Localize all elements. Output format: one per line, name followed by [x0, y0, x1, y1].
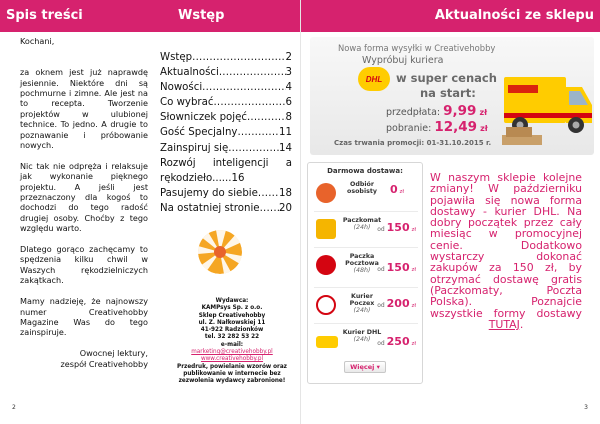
letter-paragraph: Nic tak nie odpręża i relaksuje jak wykonanie pięknego projektu. A jeśli jest przeznaczony dla kogoś to dochodzi do tego radość drugiej osoby. Choćby z tego względu warto.: [20, 160, 148, 234]
prepaid-price: 9,99: [443, 103, 477, 119]
banner-line3: w super cenach: [396, 71, 497, 85]
dhl-icon: [316, 336, 338, 348]
publisher-line: 41-922 Radzionków: [200, 327, 264, 334]
toc-item[interactable]: Słowniczek pojęć ..... 8: [160, 110, 292, 125]
publisher-website-link[interactable]: www.creativehobby.pl: [200, 356, 264, 363]
more-shipping-button[interactable]: Więcej ▾: [344, 361, 386, 373]
creativehobby-logo-icon: [196, 228, 244, 276]
shop-pin-icon: [316, 183, 336, 203]
shipping-option-dhl[interactable]: Kurier DHL (24h) od 250 zł: [314, 327, 418, 357]
poczta-polska-icon: [316, 255, 336, 275]
shipping-option-poczta[interactable]: Paczka Pocztowa (48h) od 150 zł: [314, 251, 418, 281]
page-number-left: 2: [12, 404, 16, 411]
dhl-van-icon: [500, 63, 594, 147]
table-of-contents: [160, 50, 292, 216]
dhl-logo-icon: DHL: [358, 67, 390, 91]
shipping-option-paczkomat[interactable]: Paczkomat (24h) od 150 zł: [314, 215, 418, 245]
cod-price: 12,49: [434, 119, 478, 135]
shipping-option-poczex[interactable]: Kurier Poczex (24h) od 200 zł: [314, 291, 418, 321]
header-aktualnosci: Aktualności ze sklepu: [434, 8, 594, 23]
news-text: W naszym sklepie kolejne zmiany! W październiku pojawiła się nowa forma dostawy - kurier DHL. Na dobry początek przez cały miesiąc w promocyjnej cenie. Dodatkowo wystarczy dokonać zakupów za 150 zł, by otrzymać dostawę gratis (Paczkomaty, Poczta Polska). Poznajcie wszystkie formy dostawy TUTAJ.: [430, 171, 582, 331]
banner-line4: na start:: [420, 86, 476, 100]
shipping-title: Darmowa dostawa:: [327, 167, 403, 175]
letter-greeting: Kochani,: [20, 36, 55, 46]
promo-dates: Czas trwania promocji: 01-31.10.2015 r.: [334, 139, 492, 147]
publisher-email-link[interactable]: marketing@creativehobby.pl: [191, 349, 273, 356]
publisher-line: ul. Z. Nałkowskiej 11: [198, 319, 266, 326]
header-spis-tresci: Spis treści: [6, 8, 83, 23]
toc-item[interactable]: Aktualności ..... 3: [160, 65, 292, 80]
letter-signature: zespół Creativehobby: [60, 358, 148, 369]
toc-item[interactable]: Zainspiruj się ..... 14: [160, 141, 292, 156]
cod-price-row: pobranie: 12,49 zł: [386, 119, 488, 135]
toc-item[interactable]: Pasujemy do siebie ..... 18: [160, 186, 292, 201]
letter-paragraph: Mamy nadzieję, że najnowszy numer Creativehobby Magazine Was do tego zainspiruje.: [20, 296, 148, 338]
banner-line2: Wypróbuj kuriera: [362, 55, 444, 66]
intro-letter: [20, 36, 148, 379]
page-divider: [300, 0, 301, 424]
publisher-info: [168, 298, 296, 386]
letter-closing: Owocnej lektury,: [79, 348, 148, 359]
letter-paragraph: Dlatego gorąco zachęcamy to spędzenia kilku chwil w Waszych rękodzielniczych zakątkach.: [20, 244, 148, 286]
shipping-option-odbior[interactable]: Odbiór osobisty 0 zł: [314, 179, 418, 209]
toc-item[interactable]: Rozwój inteligencji a rękodzieło......16: [160, 157, 292, 184]
toc-item[interactable]: Co wybrać ..... 6: [160, 95, 292, 110]
publisher-line: Sklep Creativehobby: [198, 312, 266, 319]
parcel-locker-icon: [316, 219, 336, 239]
tutaj-link[interactable]: TUTAJ: [488, 317, 520, 331]
toc-item[interactable]: Nowości ..... 4: [160, 80, 292, 95]
toc-item[interactable]: Gość Specjalny ..... 11: [160, 125, 292, 140]
toc-item[interactable]: Wstęp ..... 2: [160, 50, 292, 65]
page-number-right: 3: [584, 404, 588, 411]
free-shipping-box: [307, 162, 423, 384]
toc-item[interactable]: Na ostatniej stronie ..... 20: [160, 201, 292, 216]
chevron-down-icon: ▾: [376, 363, 380, 371]
prepaid-price-row: przedpłata: 9,99 zł: [386, 103, 488, 119]
banner-line1: Nowa forma wysyłki w Creativehobby: [338, 43, 496, 53]
letter-paragraph: za oknem jest już naprawdę jesiennie. Niektóre dni są pochmurne i zimne. Ale jest na to recepta. Tworzenie projektów w ulubionej technice. To jedno. A drugie to poznawanie i próbowanie nowych.: [20, 67, 148, 151]
publisher-heading: Wydawca:: [215, 298, 249, 304]
copyright-notice: Przedruk, powielanie wzorów oraz publikowanie w internecie bez zezwolenia wydawcy zabronione!: [177, 363, 287, 385]
publisher-line: tel. 32 282 53 22: [204, 334, 260, 341]
header-wstep: Wstęp: [178, 8, 225, 23]
dhl-promo-banner[interactable]: [310, 37, 594, 155]
publisher-line: KAMPsys Sp. z o.o.: [201, 305, 263, 312]
publisher-email-label: e-mail:: [220, 341, 244, 348]
poczex-icon: [316, 295, 336, 315]
